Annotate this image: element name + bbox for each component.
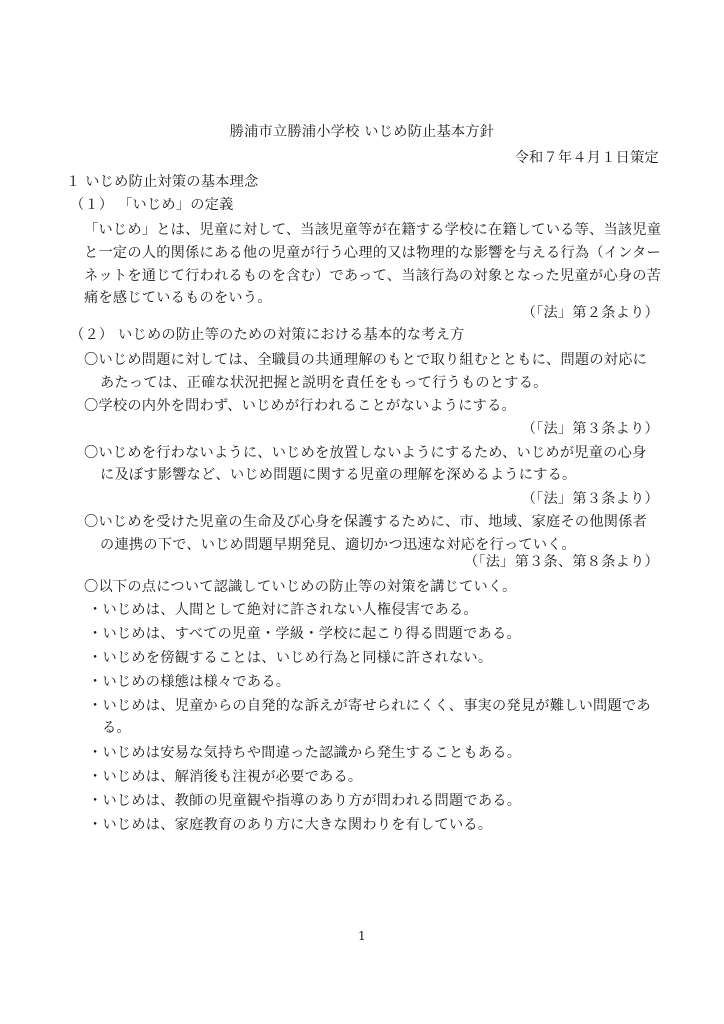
bullet-item: ・いじめの様態は様々である。 <box>88 674 291 690</box>
bullet-item: ・いじめは、児童からの自発的な訴えが寄せられにくく、事実の発見が難しい問題であ <box>88 698 651 714</box>
definition-line: ネットを通じて行われるものを含む）であって、当該行為の対象となった児童が心身の苦 <box>84 268 662 284</box>
document-title: 勝浦市立勝浦小学校 いじめ防止基本方針 <box>229 124 495 140</box>
definition-line: 痛を感じているものをいう。 <box>84 290 272 306</box>
bullet-item: ・いじめを傍観することは、いじめ行為と同様に許されない。 <box>88 650 493 666</box>
bullet-item: ・いじめは安易な気持ちや間違った認識から発生することもある。 <box>88 745 522 761</box>
bullet-item: ・いじめは、解消後も注視が必要である。 <box>88 769 363 785</box>
law-reference: （「法」第２条より） <box>521 305 659 321</box>
sub2-heading: （２） いじめの防止等のための対策における基本的な考え方 <box>70 327 465 343</box>
principle-line: 〇学校の内外を問わず、いじめが行われることがないようにする。 <box>84 398 516 414</box>
principle-line: あたっては、正確な状況把握と説明を責任をもって行うものとする。 <box>100 375 548 391</box>
principle-line: 〇以下の点について認識していじめの防止等の対策を講じていく。 <box>84 579 517 595</box>
bullet-item: ・いじめは、教師の児童観や指導のあり方が問われる問題である。 <box>88 793 522 809</box>
sub1-heading: （１） 「いじめ」の定義 <box>70 197 234 213</box>
law-reference: （「法」第３条、第８条より） <box>463 554 659 570</box>
bullet-item-continuation: る。 <box>102 720 131 736</box>
principle-line: 〇いじめを受けた児童の生命及び心身を保護するために、市、地域、家庭その他関係者 <box>84 514 648 530</box>
policy-date: 令和７年４月１日策定 <box>514 150 659 166</box>
definition-line: 「いじめ」とは、児童に対して、当該児童等が在籍する学校に在籍している等、当該児童 <box>84 222 662 238</box>
definition-line: と一定の人的関係にある他の児童が行う心理的又は物理的な影響を与える行為（インター <box>84 245 661 261</box>
law-reference: （「法」第３条より） <box>521 491 659 507</box>
bullet-item: ・いじめは、家庭教育のあり方に大きな関わりを有している。 <box>88 817 493 833</box>
principle-line: の連携の下で、いじめ問題早期発見、適切かつ迅速な対応を行っていく。 <box>100 537 576 553</box>
principle-line: 〇いじめを行わないように、いじめを放置しないようにするため、いじめが児童の心身 <box>84 445 647 461</box>
bullet-item: ・いじめは、人間として絶対に許されない人権侵害である。 <box>88 602 478 618</box>
principle-line: 〇いじめ問題に対しては、全職員の共通理解のもとで取り組むとともに、問題の対応に <box>84 352 648 368</box>
bullet-item: ・いじめは、すべての児童・学級・学校に起こり得る問題である。 <box>88 626 521 642</box>
page-number: 1 <box>358 929 366 943</box>
principle-line: に及ぼす影響など、いじめ問題に関する児童の理解を深めるようにする。 <box>100 467 577 483</box>
law-reference: （「法」第３条より） <box>521 421 659 437</box>
section1-heading: １ いじめ防止対策の基本理念 <box>66 174 259 190</box>
